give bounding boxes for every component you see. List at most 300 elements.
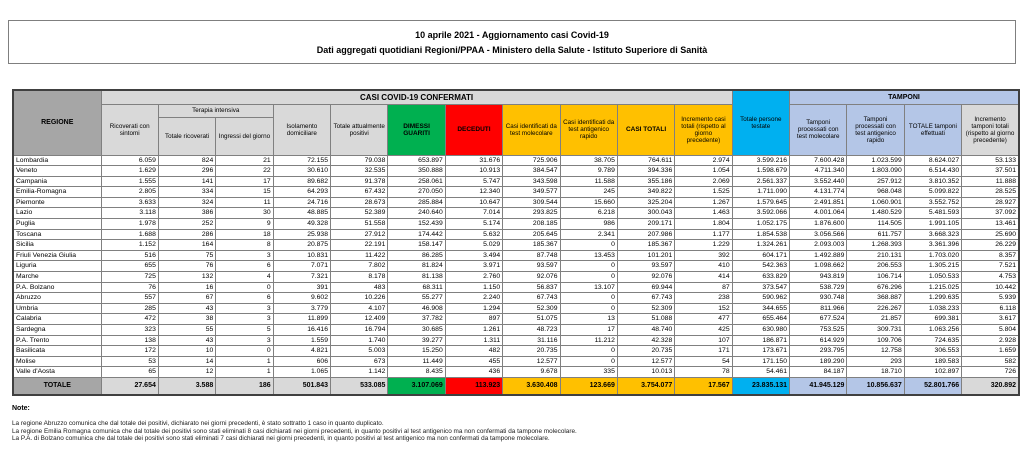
value-cell: 49.328 (273, 219, 330, 230)
region-name: Emilia-Romagna (13, 187, 101, 198)
value-cell: 1.598.679 (732, 166, 789, 177)
value-cell: 1.060.901 (847, 197, 904, 208)
value-cell: 3 (216, 335, 273, 346)
value-cell: 1.305.215 (904, 261, 961, 272)
value-cell: 1 (216, 367, 273, 378)
value-cell: 349.822 (617, 187, 674, 198)
value-cell: 542.363 (732, 261, 789, 272)
value-cell: 355.186 (617, 176, 674, 187)
region-name: Lazio (13, 208, 101, 219)
value-cell: 1.978 (101, 219, 158, 230)
value-cell: 38.705 (560, 155, 617, 166)
col-header-ricoverati: Ricoverati con sintomi (101, 104, 158, 155)
value-cell: 21.857 (847, 314, 904, 325)
value-cell: 753.525 (790, 325, 847, 336)
page (0, 20, 1024, 461)
value-cell: 633.829 (732, 272, 789, 283)
value-cell: 1.579.645 (732, 197, 789, 208)
value-cell: 37.782 (388, 314, 445, 325)
value-cell: 3 (216, 250, 273, 261)
table-row (13, 229, 1019, 240)
value-cell: 725.906 (503, 155, 560, 166)
value-cell: 5.003 (331, 346, 388, 357)
value-cell: 6.059 (101, 155, 158, 166)
total-value-cell: 27.654 (101, 377, 158, 395)
value-cell: 12.758 (847, 346, 904, 357)
value-cell: 455 (445, 356, 502, 367)
value-cell: 323 (101, 325, 158, 336)
value-cell: 9.789 (560, 166, 617, 177)
region-name: Piemonte (13, 197, 101, 208)
value-cell: 293 (847, 356, 904, 367)
col-header-ti-ingressi: Ingressi del giorno (216, 117, 273, 155)
value-cell: 22 (216, 166, 273, 177)
value-cell: 0 (560, 303, 617, 314)
value-cell: 12.409 (331, 314, 388, 325)
value-cell: 373.547 (732, 282, 789, 293)
value-cell: 93.597 (503, 261, 560, 272)
value-cell: 4.131.774 (790, 187, 847, 198)
total-value-cell: 3.588 (158, 377, 215, 395)
value-cell: 0 (216, 282, 273, 293)
value-cell: 3 (216, 303, 273, 314)
value-cell: 1 (216, 356, 273, 367)
value-cell: 75 (158, 250, 215, 261)
value-cell: 1.463 (675, 208, 732, 219)
value-cell: 285.884 (388, 197, 445, 208)
value-cell: 699.381 (904, 314, 961, 325)
value-cell: 16 (158, 282, 215, 293)
value-cell: 1.711.090 (732, 187, 789, 198)
value-cell: 2.760 (445, 272, 502, 283)
value-cell: 1.215.025 (904, 282, 961, 293)
value-cell: 4.001.064 (790, 208, 847, 219)
value-cell: 28.525 (962, 187, 1019, 198)
value-cell: 1.038.233 (904, 303, 961, 314)
col-header-casi-antigenico: Casi identificati da test antigenico rapido (560, 104, 617, 155)
value-cell: 10.226 (331, 293, 388, 304)
value-cell: 384.547 (503, 166, 560, 177)
region-name: Puglia (13, 219, 101, 230)
value-cell: 10.013 (617, 367, 674, 378)
value-cell: 335 (560, 367, 617, 378)
value-cell: 1.299.635 (904, 293, 961, 304)
value-cell: 538.729 (790, 282, 847, 293)
notes-lines (12, 420, 1024, 443)
value-cell: 6.514.430 (904, 166, 961, 177)
table-row (13, 197, 1019, 208)
value-cell: 1.803.090 (847, 166, 904, 177)
value-cell: 344.655 (732, 303, 789, 314)
value-cell: 3.599.216 (732, 155, 789, 166)
value-cell: 208.185 (503, 219, 560, 230)
value-cell: 4.107 (331, 303, 388, 314)
value-cell: 3.361.396 (904, 240, 961, 251)
table-header (13, 90, 1019, 155)
value-cell: 10.831 (273, 250, 330, 261)
value-cell: 7.600.428 (790, 155, 847, 166)
value-cell: 172 (101, 346, 158, 357)
value-cell: 334 (158, 187, 215, 198)
value-cell: 1.268.393 (847, 240, 904, 251)
value-cell: 394.336 (617, 166, 674, 177)
value-cell: 207.986 (617, 229, 674, 240)
total-label: TOTALE (13, 377, 101, 395)
note-line: La regione Emilia Romagna comunica che dal totale dei positivi sono stati eliminati 8 casi dichiarati nei giorni precedenti, in quanto positivi al test antigenico ma non confermati da tampone molecolare. (12, 427, 577, 435)
value-cell: 67.743 (617, 293, 674, 304)
value-cell: 6.218 (560, 208, 617, 219)
value-cell: 87.748 (503, 250, 560, 261)
table-row (13, 314, 1019, 325)
col-header-tamponi-molecolare: Tamponi processati con test molecolare (790, 104, 847, 155)
value-cell: 590.962 (732, 293, 789, 304)
value-cell: 101.201 (617, 250, 674, 261)
value-cell: 655.464 (732, 314, 789, 325)
total-value-cell: 3.630.408 (503, 377, 560, 395)
value-cell: 54 (675, 356, 732, 367)
value-cell: 0 (560, 240, 617, 251)
value-cell: 811.966 (790, 303, 847, 314)
value-cell: 26.229 (962, 240, 1019, 251)
value-cell: 1.177 (675, 229, 732, 240)
value-cell: 1.229 (675, 240, 732, 251)
value-cell: 391 (273, 282, 330, 293)
value-cell: 13.453 (560, 250, 617, 261)
value-cell: 258.061 (388, 176, 445, 187)
region-name: Abruzzo (13, 293, 101, 304)
value-cell: 9.678 (503, 367, 560, 378)
value-cell: 2.240 (445, 293, 502, 304)
region-name: Marche (13, 272, 101, 283)
value-cell: 11.212 (560, 335, 617, 346)
value-cell: 92.076 (617, 272, 674, 283)
region-name: Veneto (13, 166, 101, 177)
value-cell: 15.250 (388, 346, 445, 357)
value-cell: 32.535 (331, 166, 388, 177)
value-cell: 52.309 (617, 303, 674, 314)
value-cell: 286 (158, 229, 215, 240)
notes-heading: Note: (12, 404, 30, 412)
value-cell: 27.912 (331, 229, 388, 240)
total-value-cell: 123.669 (560, 377, 617, 395)
col-header-casi-molecolare: Casi identificati da test molecolare (503, 104, 560, 155)
value-cell: 726 (962, 367, 1019, 378)
table-row (13, 282, 1019, 293)
value-cell: 5.939 (962, 293, 1019, 304)
region-name: Basilicata (13, 346, 101, 357)
total-value-cell: 320.892 (962, 377, 1019, 395)
value-cell: 54.461 (732, 367, 789, 378)
value-cell: 28.673 (331, 197, 388, 208)
value-cell: 630.980 (732, 325, 789, 336)
value-cell: 1.098.662 (790, 261, 847, 272)
note-line: La regione Abruzzo comunica che dal totale dei positivi, dichiarato nei giorni precedenti, è stato sottratto 1 caso in quanto duplicato. (12, 419, 384, 427)
col-header-isolamento: Isolamento domiciliare (273, 104, 330, 155)
value-cell: 3.552.440 (790, 176, 847, 187)
value-cell: 72.155 (273, 155, 330, 166)
value-cell: 1.991.105 (904, 219, 961, 230)
value-cell: 5.029 (445, 240, 502, 251)
value-cell: 15 (216, 187, 273, 198)
total-row (13, 377, 1019, 395)
value-cell: 20.735 (503, 346, 560, 357)
value-cell: 764.611 (617, 155, 674, 166)
value-cell: 350.888 (388, 166, 445, 177)
value-cell: 1.480.529 (847, 208, 904, 219)
value-cell: 252 (158, 219, 215, 230)
total-value-cell: 10.856.637 (847, 377, 904, 395)
col-header-tamponi-totale: TOTALE tamponi effettuati (904, 104, 961, 155)
value-cell: 10.913 (445, 166, 502, 177)
table-row (13, 367, 1019, 378)
value-cell: 472 (101, 314, 158, 325)
value-cell: 205.645 (503, 229, 560, 240)
col-header-regione: REGIONE (13, 90, 101, 155)
col-header-incremento-casi: Incremento casi totali (rispetto al giorno precedente) (675, 104, 732, 155)
value-cell: 1.525 (675, 187, 732, 198)
value-cell: 81.138 (388, 272, 445, 283)
value-cell: 20.875 (273, 240, 330, 251)
region-name: Campania (13, 176, 101, 187)
value-cell: 343.598 (503, 176, 560, 187)
value-cell: 245 (560, 187, 617, 198)
region-name: Toscana (13, 229, 101, 240)
col-header-ti-totale: Totale ricoverati (158, 117, 215, 155)
table-row (13, 356, 1019, 367)
value-cell: 48.885 (273, 208, 330, 219)
value-cell: 5 (216, 325, 273, 336)
value-cell: 52.389 (331, 208, 388, 219)
value-cell: 673 (331, 356, 388, 367)
value-cell: 25.938 (273, 229, 330, 240)
total-value-cell: 3.754.077 (617, 377, 674, 395)
value-cell: 141 (158, 176, 215, 187)
value-cell: 11.449 (388, 356, 445, 367)
value-cell: 4.821 (273, 346, 330, 357)
value-cell: 158.147 (388, 240, 445, 251)
value-cell: 171.150 (732, 356, 789, 367)
total-value-cell: 17.567 (675, 377, 732, 395)
value-cell: 1.063.256 (904, 325, 961, 336)
value-cell: 4.711.340 (790, 166, 847, 177)
value-cell: 8.624.027 (904, 155, 961, 166)
col-header-tamponi-antigenico: Tamponi processati con test antigenico rapido (847, 104, 904, 155)
value-cell: 114.505 (847, 219, 904, 230)
value-cell: 1.629 (101, 166, 158, 177)
value-cell: 677.524 (790, 314, 847, 325)
value-cell: 483 (331, 282, 388, 293)
value-cell: 107 (675, 335, 732, 346)
value-cell: 477 (675, 314, 732, 325)
value-cell: 8.357 (962, 250, 1019, 261)
value-cell: 87 (675, 282, 732, 293)
value-cell: 2.928 (962, 335, 1019, 346)
value-cell: 15.660 (560, 197, 617, 208)
table-body (13, 155, 1019, 395)
value-cell: 81.824 (388, 261, 445, 272)
value-cell: 293.825 (503, 208, 560, 219)
value-cell: 91.378 (331, 176, 388, 187)
value-cell: 1.555 (101, 176, 158, 187)
value-cell: 1.804 (675, 219, 732, 230)
value-cell: 1.054 (675, 166, 732, 177)
value-cell: 13.461 (962, 219, 1019, 230)
value-cell: 725 (101, 272, 158, 283)
total-value-cell: 23.835.131 (732, 377, 789, 395)
value-cell: 5.174 (445, 219, 502, 230)
table-row (13, 293, 1019, 304)
value-cell: 3.056.566 (790, 229, 847, 240)
value-cell: 1.150 (445, 282, 502, 293)
value-cell: 21 (216, 155, 273, 166)
value-cell: 152.439 (388, 219, 445, 230)
page-title: 10 aprile 2021 - Aggiornamento casi Covid-19 (415, 29, 609, 40)
value-cell: 12.577 (617, 356, 674, 367)
value-cell: 8.178 (331, 272, 388, 283)
value-cell: 186.871 (732, 335, 789, 346)
value-cell: 12 (158, 367, 215, 378)
value-cell: 724.635 (904, 335, 961, 346)
region-name: Sicilia (13, 240, 101, 251)
col-header-attualmente-positivi: Totale attualmente positivi (331, 104, 388, 155)
value-cell: 171 (675, 346, 732, 357)
table-row (13, 208, 1019, 219)
value-cell: 0 (560, 272, 617, 283)
value-cell: 52.309 (503, 303, 560, 314)
value-cell: 86.285 (388, 250, 445, 261)
value-cell: 4 (216, 272, 273, 283)
value-cell: 1.740 (331, 335, 388, 346)
value-cell: 79.038 (331, 155, 388, 166)
col-header-deceduti: DECEDUTI (445, 104, 502, 155)
value-cell: 11.888 (962, 176, 1019, 187)
value-cell: 2.093.003 (790, 240, 847, 251)
value-cell: 436 (445, 367, 502, 378)
col-header-casi-totali: CASI TOTALI (617, 104, 674, 155)
value-cell: 43 (158, 335, 215, 346)
value-cell: 5.481.593 (904, 208, 961, 219)
region-name: Valle d'Aosta (13, 367, 101, 378)
value-cell: 6 (216, 293, 273, 304)
value-cell: 968.048 (847, 187, 904, 198)
value-cell: 65 (101, 367, 158, 378)
value-cell: 132 (158, 272, 215, 283)
value-cell: 30.685 (388, 325, 445, 336)
region-name: Calabria (13, 314, 101, 325)
value-cell: 109.706 (847, 335, 904, 346)
value-cell: 653.897 (388, 155, 445, 166)
value-cell: 11.588 (560, 176, 617, 187)
value-cell: 185.367 (503, 240, 560, 251)
value-cell: 173.671 (732, 346, 789, 357)
total-value-cell: 52.801.766 (904, 377, 961, 395)
value-cell: 51.075 (503, 314, 560, 325)
value-cell: 48.723 (503, 325, 560, 336)
value-cell: 174.442 (388, 229, 445, 240)
group-header-terapia-intensiva: Terapia intensiva (158, 104, 273, 117)
region-name: Molise (13, 356, 101, 367)
table-row (13, 155, 1019, 166)
group-header-tamponi: TAMPONI (790, 90, 1020, 104)
value-cell: 0 (560, 356, 617, 367)
value-cell: 5.099.822 (904, 187, 961, 198)
region-name: Friuli Venezia Giulia (13, 250, 101, 261)
value-cell: 0 (216, 346, 273, 357)
value-cell: 67 (158, 293, 215, 304)
table-row (13, 303, 1019, 314)
value-cell: 48.740 (617, 325, 674, 336)
value-cell: 1.052.175 (732, 219, 789, 230)
value-cell: 17 (560, 325, 617, 336)
value-cell: 676.296 (847, 282, 904, 293)
value-cell: 3.494 (445, 250, 502, 261)
value-cell: 4.753 (962, 272, 1019, 283)
value-cell: 55 (158, 325, 215, 336)
value-cell: 14 (158, 356, 215, 367)
value-cell: 56.837 (503, 282, 560, 293)
value-cell: 69.944 (617, 282, 674, 293)
value-cell: 10.647 (445, 197, 502, 208)
value-cell: 102.897 (904, 367, 961, 378)
value-cell: 106.714 (847, 272, 904, 283)
value-cell: 5.632 (445, 229, 502, 240)
value-cell: 84.187 (790, 367, 847, 378)
region-name: P.A. Bolzano (13, 282, 101, 293)
value-cell: 18 (216, 229, 273, 240)
value-cell: 7.802 (331, 261, 388, 272)
value-cell: 11.422 (331, 250, 388, 261)
value-cell: 1.324.261 (732, 240, 789, 251)
value-cell: 1.659 (962, 346, 1019, 357)
value-cell: 24.716 (273, 197, 330, 208)
value-cell: 1.492.889 (790, 250, 847, 261)
value-cell: 152 (675, 303, 732, 314)
value-cell: 238 (675, 293, 732, 304)
value-cell: 12.577 (503, 356, 560, 367)
value-cell: 64.293 (273, 187, 330, 198)
table-row (13, 219, 1019, 230)
value-cell: 210.131 (847, 250, 904, 261)
value-cell: 557 (101, 293, 158, 304)
value-cell: 39.277 (388, 335, 445, 346)
value-cell: 5.747 (445, 176, 502, 187)
value-cell: 1.688 (101, 229, 158, 240)
value-cell: 67.432 (331, 187, 388, 198)
total-value-cell: 3.107.069 (388, 377, 445, 395)
value-cell: 611.757 (847, 229, 904, 240)
value-cell: 31.676 (445, 155, 502, 166)
value-cell: 13 (560, 314, 617, 325)
value-cell: 37.501 (962, 166, 1019, 177)
value-cell: 0 (560, 346, 617, 357)
value-cell: 22.191 (331, 240, 388, 251)
value-cell: 3 (216, 314, 273, 325)
value-cell: 20.735 (617, 346, 674, 357)
value-cell: 18.710 (847, 367, 904, 378)
value-cell: 3.779 (273, 303, 330, 314)
value-cell: 38 (158, 314, 215, 325)
value-cell: 0 (560, 293, 617, 304)
value-cell: 164 (158, 240, 215, 251)
value-cell: 0 (560, 261, 617, 272)
total-value-cell: 113.923 (445, 377, 502, 395)
value-cell: 614.929 (790, 335, 847, 346)
value-cell: 410 (675, 261, 732, 272)
value-cell: 1.311 (445, 335, 502, 346)
value-cell: 43 (158, 303, 215, 314)
value-cell: 3.633 (101, 197, 158, 208)
value-cell: 1.023.599 (847, 155, 904, 166)
